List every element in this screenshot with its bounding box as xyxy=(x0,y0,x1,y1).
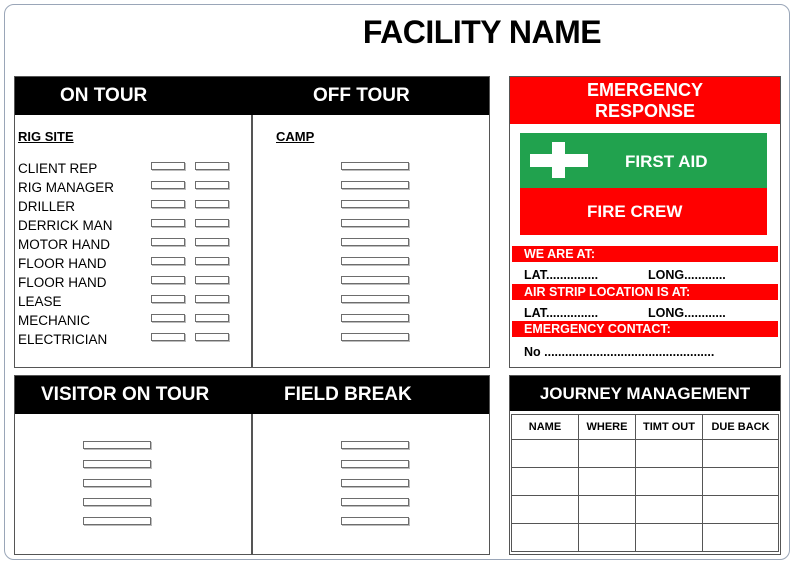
field-break-slot[interactable] xyxy=(341,517,409,525)
col-name: NAME xyxy=(512,415,579,440)
role-label: LEASE xyxy=(18,294,62,309)
visitor-slot[interactable] xyxy=(83,460,151,468)
rig-site-slot[interactable] xyxy=(151,333,185,341)
journey-cell[interactable] xyxy=(512,524,579,552)
first-aid-button[interactable] xyxy=(520,133,767,188)
rig-site-slot[interactable] xyxy=(195,200,229,208)
long-field-2: LONG............ xyxy=(648,306,726,320)
camp-slot[interactable] xyxy=(341,333,409,341)
field-break-slot[interactable] xyxy=(341,479,409,487)
field-break-slot[interactable] xyxy=(341,441,409,449)
visitor-slot[interactable] xyxy=(83,517,151,525)
visitor-slot[interactable] xyxy=(83,441,151,449)
role-label: DRILLER xyxy=(18,199,76,214)
camp-slot[interactable] xyxy=(341,200,409,208)
camp-slot[interactable] xyxy=(341,219,409,227)
visitor-slot[interactable] xyxy=(83,498,151,506)
journey-cell[interactable] xyxy=(703,524,779,552)
visitor-divider xyxy=(251,414,253,554)
role-label: RIG MANAGER xyxy=(18,180,115,195)
journey-cell[interactable] xyxy=(703,440,779,468)
journey-cell[interactable] xyxy=(579,524,636,552)
lat-field-2: LAT............... xyxy=(524,306,599,320)
journey-table xyxy=(511,414,779,552)
role-label: FLOOR HAND xyxy=(18,256,107,271)
journey-row xyxy=(512,496,779,524)
camp-slot[interactable] xyxy=(341,162,409,170)
emergency-header-line1: EMERGENCY xyxy=(586,80,703,100)
visitor-on-tour-label: VISITOR ON TOUR xyxy=(41,384,210,405)
journey-row xyxy=(512,468,779,496)
camp-slot[interactable] xyxy=(341,238,409,246)
journey-header-label: JOURNEY MANAGEMENT xyxy=(539,383,751,403)
col-due-back: DUE BACK xyxy=(703,415,779,440)
rig-site-slot[interactable] xyxy=(151,257,185,265)
emergency-header xyxy=(510,77,780,124)
first-aid-label: FIRST AID xyxy=(625,152,708,171)
rig-site-slot[interactable] xyxy=(195,257,229,265)
camp-slot[interactable] xyxy=(341,295,409,303)
journey-row xyxy=(512,524,779,552)
rig-site-label: RIG SITE xyxy=(18,129,74,144)
journey-cell[interactable] xyxy=(636,496,703,524)
camp-slot[interactable] xyxy=(341,314,409,322)
journey-cell[interactable] xyxy=(579,468,636,496)
journey-header xyxy=(510,376,780,411)
rig-site-slot[interactable] xyxy=(195,314,229,322)
journey-cell[interactable] xyxy=(636,468,703,496)
visitor-header xyxy=(15,376,489,414)
rig-site-slot[interactable] xyxy=(195,181,229,189)
rig-site-slot[interactable] xyxy=(195,219,229,227)
journey-row xyxy=(512,440,779,468)
journey-cell[interactable] xyxy=(512,496,579,524)
rig-site-slot[interactable] xyxy=(151,219,185,227)
fire-crew-label: FIRE CREW xyxy=(587,202,683,221)
journey-cell[interactable] xyxy=(579,440,636,468)
journey-cell[interactable] xyxy=(703,468,779,496)
role-label: DERRICK MAN xyxy=(18,218,113,233)
role-label: MOTOR HAND xyxy=(18,237,111,252)
journey-cell[interactable] xyxy=(703,496,779,524)
long-field-1: LONG............ xyxy=(648,268,726,282)
rig-site-slot[interactable] xyxy=(151,200,185,208)
fire-crew-button[interactable] xyxy=(520,188,767,235)
field-break-slot[interactable] xyxy=(341,460,409,468)
rig-site-slot[interactable] xyxy=(151,295,185,303)
rig-site-slot[interactable] xyxy=(151,181,185,189)
role-label: MECHANIC xyxy=(18,313,91,328)
camp-slot[interactable] xyxy=(341,257,409,265)
rig-site-slot[interactable] xyxy=(151,314,185,322)
field-break-label: FIELD BREAK xyxy=(284,384,412,405)
camp-label: CAMP xyxy=(276,129,315,144)
on-tour-label: ON TOUR xyxy=(60,85,148,106)
rig-site-slot[interactable] xyxy=(151,162,185,170)
rig-site-slot[interactable] xyxy=(195,295,229,303)
tour-header xyxy=(15,77,489,115)
rig-site-slot[interactable] xyxy=(195,333,229,341)
field-break-slot[interactable] xyxy=(341,498,409,506)
journey-cell[interactable] xyxy=(579,496,636,524)
contact-number-field: No ................................................. xyxy=(524,345,715,359)
role-label: CLIENT REP xyxy=(18,161,98,176)
page-title: FACILITY NAME xyxy=(362,14,602,50)
rig-site-slot[interactable] xyxy=(195,276,229,284)
emergency-contact-band: EMERGENCY CONTACT: xyxy=(512,321,778,337)
air-strip-band: AIR STRIP LOCATION IS AT: xyxy=(512,284,778,300)
emergency-header-line2: RESPONSE xyxy=(594,101,696,121)
rig-site-slot[interactable] xyxy=(151,276,185,284)
first-aid-cross-icon xyxy=(530,142,588,178)
role-label: ELECTRICIAN xyxy=(18,332,108,347)
role-label: FLOOR HAND xyxy=(18,275,107,290)
col-time-out: TIMT OUT xyxy=(636,415,703,440)
journey-cell[interactable] xyxy=(512,440,579,468)
camp-slot[interactable] xyxy=(341,276,409,284)
rig-site-slot[interactable] xyxy=(151,238,185,246)
camp-slot[interactable] xyxy=(341,181,409,189)
lat-field-1: LAT............... xyxy=(524,268,599,282)
rig-site-slot[interactable] xyxy=(195,238,229,246)
rig-site-slot[interactable] xyxy=(195,162,229,170)
col-where: WHERE xyxy=(579,415,636,440)
journey-cell[interactable] xyxy=(512,468,579,496)
journey-cell[interactable] xyxy=(636,440,703,468)
off-tour-label: OFF TOUR xyxy=(313,85,410,106)
visitor-slot[interactable] xyxy=(83,479,151,487)
we-are-at-band: WE ARE AT: xyxy=(512,246,778,262)
tour-divider xyxy=(251,115,253,367)
journey-cell[interactable] xyxy=(636,524,703,552)
